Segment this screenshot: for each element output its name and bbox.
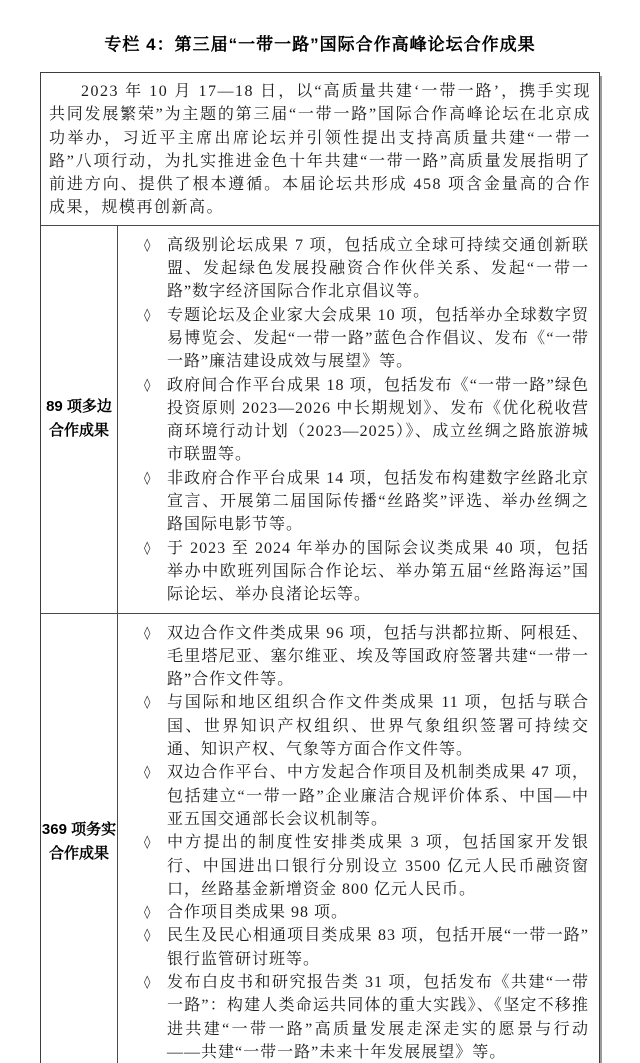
section-label-line: 合作成果 <box>48 422 109 440</box>
list-item <box>144 761 589 831</box>
intro-cell <box>41 73 599 225</box>
diamond-bullet-icon: ◊ <box>144 765 151 781</box>
diamond-bullet-icon: ◊ <box>144 237 151 253</box>
list-item-text: 与国际和地区组织合作文件类成果 11 项，包括与联合国、世界知识产权组织、世界气象组织签署可持续交通、知识产权、气象等方面合作文件等。 <box>167 694 589 759</box>
diamond-bullet-icon: ◊ <box>144 307 151 323</box>
list-item-text: 中方提出的制度性安排类成果 3 项，包括国家开发银行、中国进出口银行分别设立 3500 亿元人民币融资窗口，丝路基金新增资金 800 亿元人民币。 <box>167 834 589 898</box>
section-label-multilateral <box>41 226 118 613</box>
list-item <box>144 304 589 374</box>
section-label-line: 合作成果 <box>48 844 109 862</box>
section-label-practical <box>41 614 118 1063</box>
list-item-text: 专题论坛及企业家大会成果 10 项，包括举办全球数字贸易博览会、发起“一带一路”蓝色合作倡议、发布《“一带一路”廉洁建设成效与展望》等。 <box>167 306 589 371</box>
list-item-text: 政府间合作平台成果 18 项，包括发布《“一带一路”绿色投资原则 2023—2026 中长期规划》、发布《优化税收营商环境行动计划（2023—2025）》、成立丝绸之路旅游城市联盟等。 <box>167 376 589 464</box>
diamond-bullet-icon: ◊ <box>144 625 151 641</box>
list-item-text: 于 2023 至 2024 年举办的国际会议类成果 40 项，包括举办中欧班列国际合作论坛、举办第五届“丝路海运”国际论坛、举办良渚论坛等。 <box>167 539 589 604</box>
section-content-practical <box>118 614 599 1063</box>
list-item <box>144 901 589 924</box>
list-item <box>144 537 589 607</box>
list-item <box>144 924 589 971</box>
section-multilateral-outcomes <box>41 226 599 614</box>
intro-row <box>41 73 599 226</box>
list-item <box>144 234 589 304</box>
achievements-table <box>40 72 600 1063</box>
list-item-text: 合作项目类成果 98 项。 <box>167 904 349 922</box>
list-item-text: 高级别论坛成果 7 项，包括成立全球可持续交通创新联盟、发起绿色发展投融资合作伙伴关系、发起“一带一路”数字经济国际合作北京倡议等。 <box>167 236 589 301</box>
page-title: 专栏 4：第三届“一带一路”国际合作高峰论坛合作成果 <box>104 35 536 54</box>
list-item-text: 发布白皮书和研究报告类 31 项，包括发布《共建“一带一路”：构建人类命运共同体的重大实践》、《坚定不移推进共建“一带一路”高质量发展走深走实的愿景与行动——共建“一带一路”未来十年发展展望》等。 <box>167 973 589 1061</box>
list-item <box>144 971 589 1063</box>
section-content-multilateral <box>118 226 599 613</box>
list-item <box>144 467 589 537</box>
list-item-text: 民生及民心相通项目类成果 83 项，包括开展“一带一路”银行监管研讨班等。 <box>167 927 589 968</box>
diamond-bullet-icon: ◊ <box>144 928 151 944</box>
list-item <box>144 691 589 761</box>
intro-paragraph: 2023 年 10 月 17—18 日，以“高质量共建‘一带一路’，携手实现共同发展繁荣”为主题的第三届“一带一路”国际合作高峰论坛在北京成功举办，习近平主席出席论坛并引领性提出支持高质量共建“一带一路”八项行动，为扎实推进金色十年共建“一带一路”高质量发展指明了前进方向、提供了根本遵循。本届论坛共形成 458 项含金量高的合作成果，规模再创新高。 <box>49 83 591 217</box>
section-practical-outcomes <box>41 614 599 1063</box>
diamond-bullet-icon: ◊ <box>144 905 151 921</box>
section-label-line: 89 项多边 <box>46 398 112 416</box>
diamond-bullet-icon: ◊ <box>144 377 151 393</box>
list-item <box>144 622 589 692</box>
list-item-text: 双边合作平台、中方发起合作项目及机制类成果 47 项，包括建立“一带一路”企业廉洁合规评价体系、中国—中亚五国交通部长会议机制等。 <box>167 764 589 828</box>
diamond-bullet-icon: ◊ <box>144 540 151 556</box>
list-item <box>144 831 589 901</box>
list-item <box>144 374 589 467</box>
diamond-bullet-icon: ◊ <box>144 835 151 851</box>
list-item-text: 非政府合作平台成果 14 项，包括发布构建数字丝路北京宣言、开展第二届国际传播“丝路奖”评选、举办丝绸之路国际电影节等。 <box>167 469 589 534</box>
diamond-bullet-icon: ◊ <box>144 974 151 990</box>
diamond-bullet-icon: ◊ <box>144 470 151 486</box>
diamond-bullet-icon: ◊ <box>144 695 151 711</box>
section-label-line: 369 项务实 <box>41 820 117 838</box>
list-item-text: 双边合作文件类成果 96 项，包括与洪都拉斯、阿根廷、毛里塔尼亚、塞尔维亚、埃及等国政府签署共建“一带一路”合作文件等。 <box>167 624 589 689</box>
